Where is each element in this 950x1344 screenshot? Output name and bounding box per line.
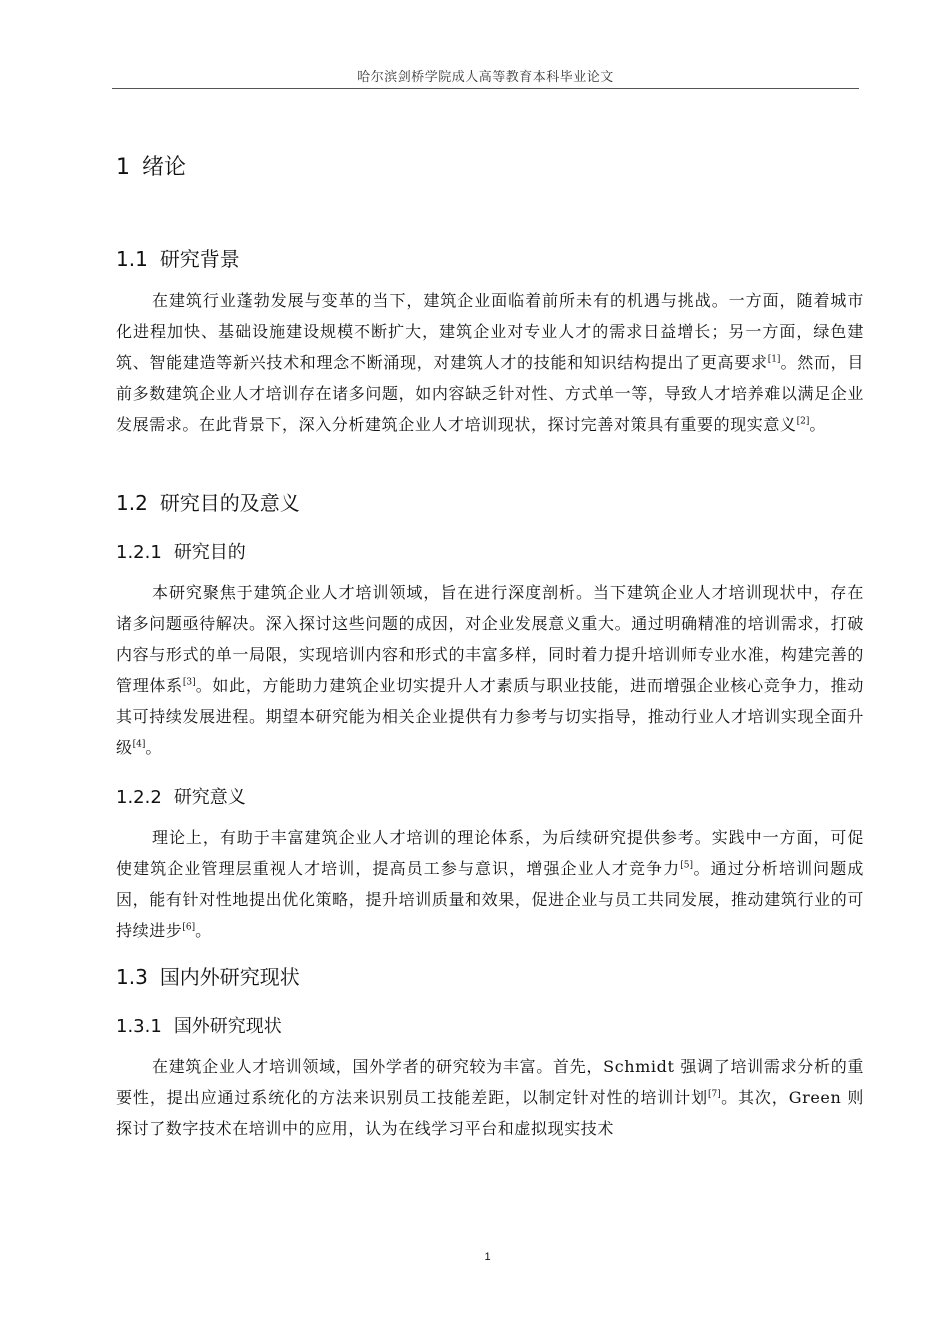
section-heading-1-1: 1.1 研究背景 bbox=[116, 247, 240, 271]
chapter-number: 1 bbox=[116, 155, 130, 180]
header-rule bbox=[112, 88, 859, 89]
section-heading-1-2: 1.2 研究目的及意义 bbox=[116, 491, 300, 515]
subsection-heading-1-2-1: 1.2.1 研究目的 bbox=[116, 542, 246, 563]
citation-3: [3] bbox=[182, 677, 196, 688]
section-heading-1-3: 1.3 国内外研究现状 bbox=[116, 965, 300, 989]
page-number: 1 bbox=[484, 1251, 491, 1263]
paragraph-research-purpose: 本研究聚焦于建筑企业人才培训领域，旨在进行深度剖析。当下建筑企业人才培训现状中，存在诸多问题亟待解决。深入探讨这些问题的成因，对企业发展意义重大。通过明确精准的培训需求，打破内容与形式的单一局限，实现培训内容和形式的丰富多样，同时着力提升培训师专业水准，构建完善的管理体系[3]。如此，方能助力建筑企业切实提升人才素质与职业技能，进而增强企业核心竞争力，推动其可持续发展进程。期望本研究能为相关企业提供有力参考与切实指导，推动行业人才培训实现全面升级[4]。 bbox=[116, 583, 864, 757]
citation-4: [4] bbox=[132, 739, 146, 750]
paragraph-research-background: 在建筑行业蓬勃发展与变革的当下，建筑企业面临着前所未有的机遇与挑战。一方面，随着城市化进程加快、基础设施建设规模不断扩大，建筑企业对专业人才的需求日益增长；另一方面，绿色建筑、智能建造等新兴技术和理念不断涌现，对建筑人才的技能和知识结构提出了更高要求[1]。然而，目前多数建筑企业人才培训存在诸多问题，如内容缺乏针对性、方式单一等，导致人才培养难以满足企业发展需求。在此背景下，深入分析建筑企业人才培训现状，探讨完善对策具有重要的现实意义[2]。 bbox=[116, 291, 864, 434]
chapter-title: 绪论 bbox=[142, 155, 187, 180]
citation-6: [6] bbox=[182, 922, 196, 933]
citation-5: [5] bbox=[680, 860, 693, 871]
paragraph-foreign-research: 在建筑企业人才培训领域，国外学者的研究较为丰富。首先，Schmidt 强调了培训需求分析的重要性，提出应通过系统化的方法来识别员工技能差距，以制定针对性的培训计划[7]。其次，Green 则探讨了数字技术在培训中的应用，认为在线学习平台和虚拟现实技术 bbox=[116, 1057, 864, 1138]
running-header: 哈尔滨剑桥学院成人高等教育本科毕业论文 bbox=[357, 70, 614, 85]
citation-1: [1] bbox=[767, 354, 781, 365]
subsection-heading-1-3-1: 1.3.1 国外研究现状 bbox=[116, 1016, 282, 1037]
subsection-heading-1-2-2: 1.2.2 研究意义 bbox=[116, 787, 246, 808]
chapter-heading bbox=[116, 150, 186, 181]
citation-7: [7] bbox=[708, 1089, 721, 1100]
paragraph-research-significance: 理论上，有助于丰富建筑企业人才培训的理论体系，为后续研究提供参考。实践中一方面，可促使建筑企业管理层重视人才培训，提高员工参与意识，增强企业人才竞争力[5]。通过分析培训问题成因，能有针对性地提出优化策略，提升培训质量和效果，促进企业与员工共同发展，推动建筑行业的可持续进步[6]。 bbox=[116, 828, 864, 940]
citation-2: [2] bbox=[796, 416, 810, 427]
